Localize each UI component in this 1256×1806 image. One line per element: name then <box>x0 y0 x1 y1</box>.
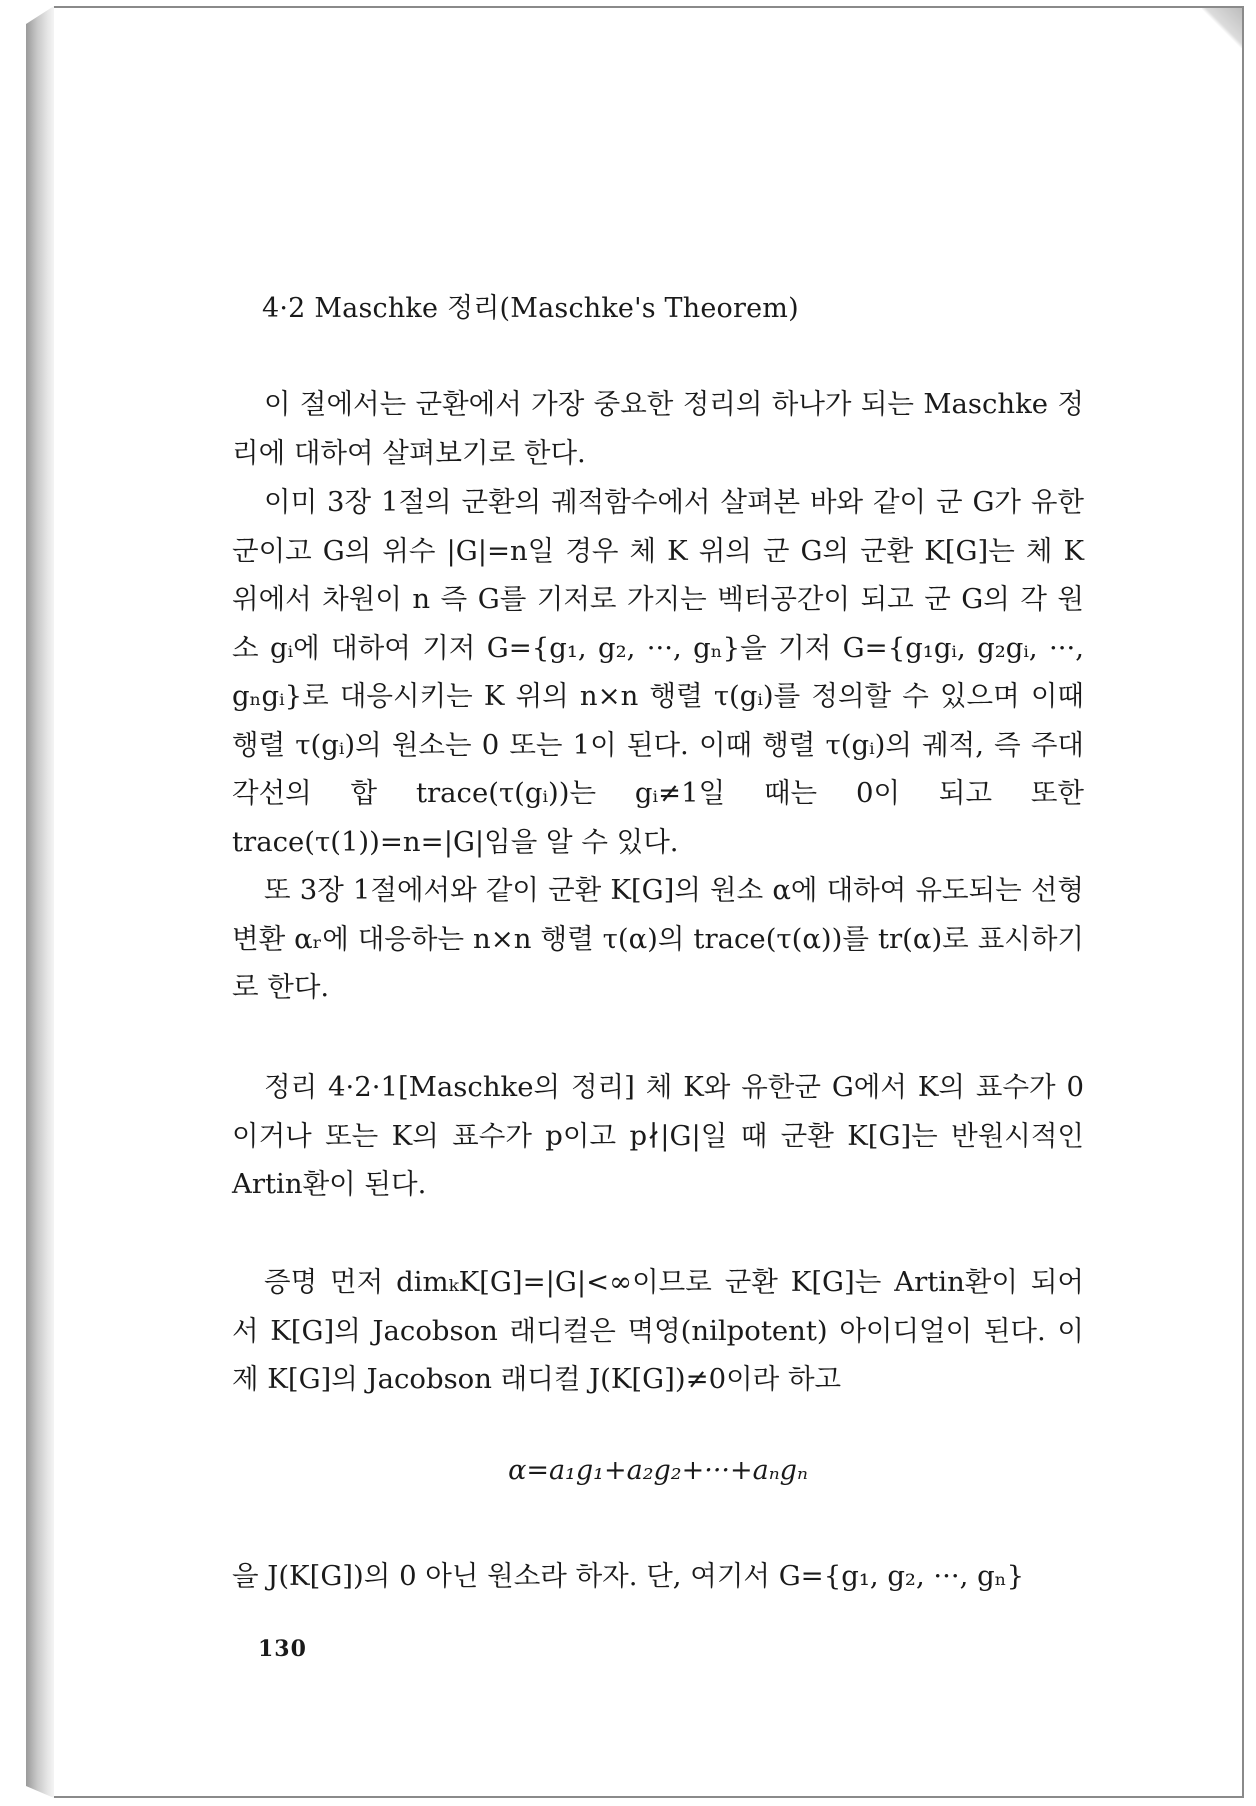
display-equation: α=a₁g₁+a₂g₂+···+aₙgₙ <box>508 1455 808 1486</box>
section-title: 4·2 Maschke 정리(Maschke's Theorem) <box>262 293 799 324</box>
theorem-statement <box>232 1063 1084 1209</box>
paragraph-text: 이미 3장 1절의 군환의 궤적함수에서 살펴본 바와 같이 군 G가 유한군이고 G의 위수 |G|=n일 경우 체 K 위의 군 G의 군환 K[G]는 체 K 위에서 차원이 n 즉 G를 기저로 가지는 벡터공간이 되고 군 G의 각 원소 gᵢ에 대하여 기저 G={g₁, g₂, ···, gₙ}을 기저 G={g₁gᵢ, g₂gᵢ, ···, gₙgᵢ}로 대응시키는 K 위의 n×n 행렬 τ(gᵢ)를 정의할 수 있으며 이때 행렬 τ(gᵢ)의 원소는 0 또는 1이 된다. 이때 행렬 τ(gᵢ)의 궤적, 즉 주대각선의 합 trace(τ(gᵢ))는 gᵢ≠1일 때는 0이 되고 또한 trace(τ(1))=n=|G|임을 알 수 있다. <box>232 486 1084 858</box>
book-spine <box>26 6 54 1798</box>
trace-paragraph <box>232 478 1084 866</box>
page-corner-fold <box>1202 8 1242 48</box>
paragraph-text: 또 3장 1절에서와 같이 군환 K[G]의 원소 α에 대하여 유도되는 선형변환 αᵣ에 대응하는 n×n 행렬 τ(α)의 trace(τ(α))를 tr(α)로 표시하기로 한다. <box>232 874 1084 1003</box>
intro-paragraph <box>232 380 1084 477</box>
proof-text: 증명 먼저 dimₖK[G]=|G|<∞이므로 군환 K[G]는 Artin환이 되어서 K[G]의 Jacobson 래디컬은 멱영(nilpotent) 아이디얼이 된다. 이제 K[G]의 Jacobson 래디컬 J(K[G])≠0이라 하고 <box>232 1266 1084 1395</box>
theorem-text: 정리 4·2·1[Maschke의 정리] 체 K와 유한군 G에서 K의 표수가 0이거나 또는 K의 표수가 p이고 p∤|G|일 때 군환 K[G]는 반원시적인 Artin환이 된다. <box>232 1071 1084 1200</box>
page-number: 130 <box>258 1636 307 1662</box>
notation-paragraph <box>232 866 1084 1012</box>
paragraph-text: 이 절에서는 군환에서 가장 중요한 정리의 하나가 되는 Maschke 정리에 대하여 살펴보기로 한다. <box>232 388 1084 469</box>
proof-paragraph <box>232 1258 1084 1404</box>
continuation-line: 을 J(K[G])의 0 아닌 원소라 하자. 단, 여기서 G={g₁, g₂, ···, gₙ} <box>232 1560 1025 1592</box>
